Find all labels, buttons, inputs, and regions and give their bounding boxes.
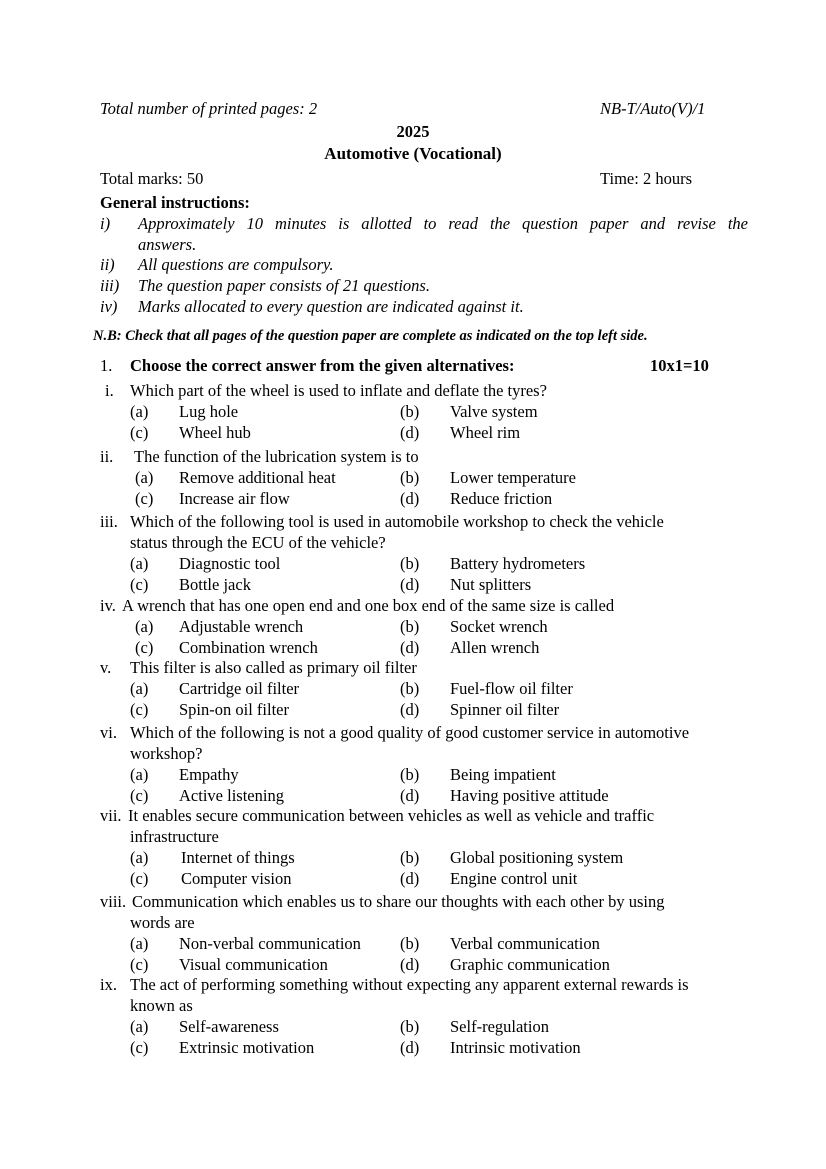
instruction-text: The question paper consists of 21 questions. — [138, 276, 430, 295]
option-label: (b) — [400, 848, 420, 867]
instruction-number: ii) — [100, 255, 115, 274]
option-label: (d) — [400, 786, 420, 805]
question-text: Which part of the wheel is used to inflate and deflate the tyres? — [130, 381, 547, 400]
question-text-cont: infrastructure — [130, 827, 219, 846]
option-text: Bottle jack — [179, 575, 251, 594]
option-label: (a) — [130, 402, 149, 421]
option-text: Active listening — [179, 786, 284, 805]
exam-time: Time: 2 hours — [600, 169, 692, 188]
option-label: (d) — [400, 700, 420, 719]
option-text: Spin-on oil filter — [179, 700, 289, 719]
question-number: iii. — [100, 512, 118, 531]
option-label: (d) — [400, 575, 420, 594]
option-label: (b) — [400, 402, 420, 421]
nb-note: N.B: Check that all pages of the question paper are complete as indicated on the top left side. — [93, 328, 648, 344]
option-label: (a) — [130, 934, 149, 953]
question-number: vii. — [100, 806, 122, 825]
question-number: ix. — [100, 975, 117, 994]
option-text: Empathy — [179, 765, 239, 784]
option-text: Reduce friction — [450, 489, 553, 508]
option-label: (b) — [400, 617, 420, 636]
option-text: Computer vision — [181, 869, 292, 888]
option-label: (c) — [130, 575, 149, 594]
option-label: (d) — [400, 638, 420, 657]
question-text: Communication which enables us to share our thoughts with each other by using — [132, 892, 665, 911]
option-text: Internet of things — [181, 848, 295, 867]
option-text: Intrinsic motivation — [450, 1038, 581, 1057]
printed-pages-count: Total number of printed pages: 2 — [100, 99, 318, 118]
question-number: ii. — [100, 447, 114, 466]
option-label: (c) — [130, 700, 149, 719]
section-title: Choose the correct answer from the given alternatives: — [130, 356, 515, 375]
option-text: Extrinsic motivation — [179, 1038, 315, 1057]
option-text: Battery hydrometers — [450, 554, 586, 573]
question-text-cont: workshop? — [130, 744, 203, 763]
option-text: Combination wrench — [179, 638, 318, 657]
question-text-cont: words are — [130, 913, 195, 932]
option-text: Lower temperature — [450, 468, 576, 487]
instruction-number: iv) — [100, 297, 118, 316]
option-label: (b) — [400, 934, 420, 953]
option-label: (b) — [400, 679, 420, 698]
option-text: Increase air flow — [179, 489, 290, 508]
option-label: (b) — [400, 1017, 420, 1036]
question-text: Which of the following tool is used in automobile workshop to check the vehicle — [130, 512, 664, 531]
question-text: This filter is also called as primary oil filter — [130, 658, 417, 677]
instruction-text: Approximately 10 minutes is allotted to read the question paper and revise the — [138, 214, 748, 233]
option-label: (d) — [400, 489, 420, 508]
option-label: (d) — [400, 1038, 420, 1057]
option-label: (c) — [130, 955, 149, 974]
question-number: i. — [105, 381, 114, 400]
option-label: (d) — [400, 423, 420, 442]
question-number: vi. — [100, 723, 117, 742]
option-text: Visual communication — [179, 955, 328, 974]
option-label: (a) — [130, 848, 149, 867]
option-label: (d) — [400, 955, 420, 974]
option-text: Fuel-flow oil filter — [450, 679, 573, 698]
option-text: Spinner oil filter — [450, 700, 560, 719]
instruction-text-cont: answers. — [138, 235, 197, 254]
instruction-number: i) — [100, 214, 111, 233]
option-text: Remove additional heat — [179, 468, 336, 487]
option-label: (c) — [135, 489, 154, 508]
option-label: (a) — [130, 1017, 149, 1036]
option-label: (a) — [130, 679, 149, 698]
option-text: Adjustable wrench — [179, 617, 304, 636]
option-text: Having positive attitude — [450, 786, 609, 805]
option-text: Global positioning system — [450, 848, 624, 867]
option-text: Non-verbal communication — [179, 934, 361, 953]
question-number: v. — [100, 658, 112, 677]
option-text: Graphic communication — [450, 955, 610, 974]
option-label: (a) — [130, 554, 149, 573]
option-text: Allen wrench — [450, 638, 540, 657]
paper-code: NB-T/Auto(V)/1 — [600, 99, 706, 118]
option-label: (c) — [130, 869, 149, 888]
option-text: Being impatient — [450, 765, 556, 784]
instruction-text: Marks allocated to every question are indicated against it. — [138, 297, 524, 316]
option-text: Wheel rim — [450, 423, 521, 442]
instruction-item — [100, 214, 750, 258]
option-label: (d) — [400, 869, 420, 888]
question-text: The act of performing something without expecting any apparent external rewards is — [130, 975, 689, 994]
option-text: Verbal communication — [450, 934, 600, 953]
option-text: Diagnostic tool — [179, 554, 281, 573]
instructions-heading: General instructions: — [100, 193, 250, 212]
option-text: Engine control unit — [450, 869, 578, 888]
option-label: (c) — [130, 1038, 149, 1057]
question-text-cont: known as — [130, 996, 193, 1015]
question-number: iv. — [100, 596, 116, 615]
option-text: Nut splitters — [450, 575, 532, 594]
option-label: (a) — [130, 765, 149, 784]
question-text: A wrench that has one open end and one box end of the same size is called — [122, 596, 615, 615]
option-text: Valve system — [450, 402, 538, 421]
question-text-cont: status through the ECU of the vehicle? — [130, 533, 386, 552]
instruction-text: All questions are compulsory. — [138, 255, 334, 274]
option-label: (b) — [400, 765, 420, 784]
option-label: (b) — [400, 554, 420, 573]
option-label: (a) — [135, 468, 154, 487]
option-text: Self-awareness — [179, 1017, 279, 1036]
option-text: Cartridge oil filter — [179, 679, 300, 698]
total-marks: Total marks: 50 — [100, 169, 204, 188]
section-number: 1. — [100, 356, 113, 375]
option-text: Socket wrench — [450, 617, 548, 636]
exam-year: 2025 — [396, 122, 430, 141]
question-text: It enables secure communication between vehicles as well as vehicle and traffic — [128, 806, 655, 825]
option-text: Lug hole — [179, 402, 239, 421]
option-text: Self-regulation — [450, 1017, 549, 1036]
question-text: The function of the lubrication system is to — [134, 447, 419, 466]
question-text: Which of the following is not a good quality of good customer service in automotive — [130, 723, 690, 742]
option-label: (c) — [130, 786, 149, 805]
option-label: (a) — [135, 617, 154, 636]
section-marks: 10x1=10 — [650, 356, 709, 375]
question-number: viii. — [100, 892, 127, 911]
option-label: (c) — [130, 423, 149, 442]
option-label: (b) — [400, 468, 420, 487]
option-label: (c) — [135, 638, 154, 657]
subject-title: Automotive (Vocational) — [324, 144, 502, 163]
instruction-number: iii) — [100, 276, 120, 295]
option-text: Wheel hub — [179, 423, 251, 442]
